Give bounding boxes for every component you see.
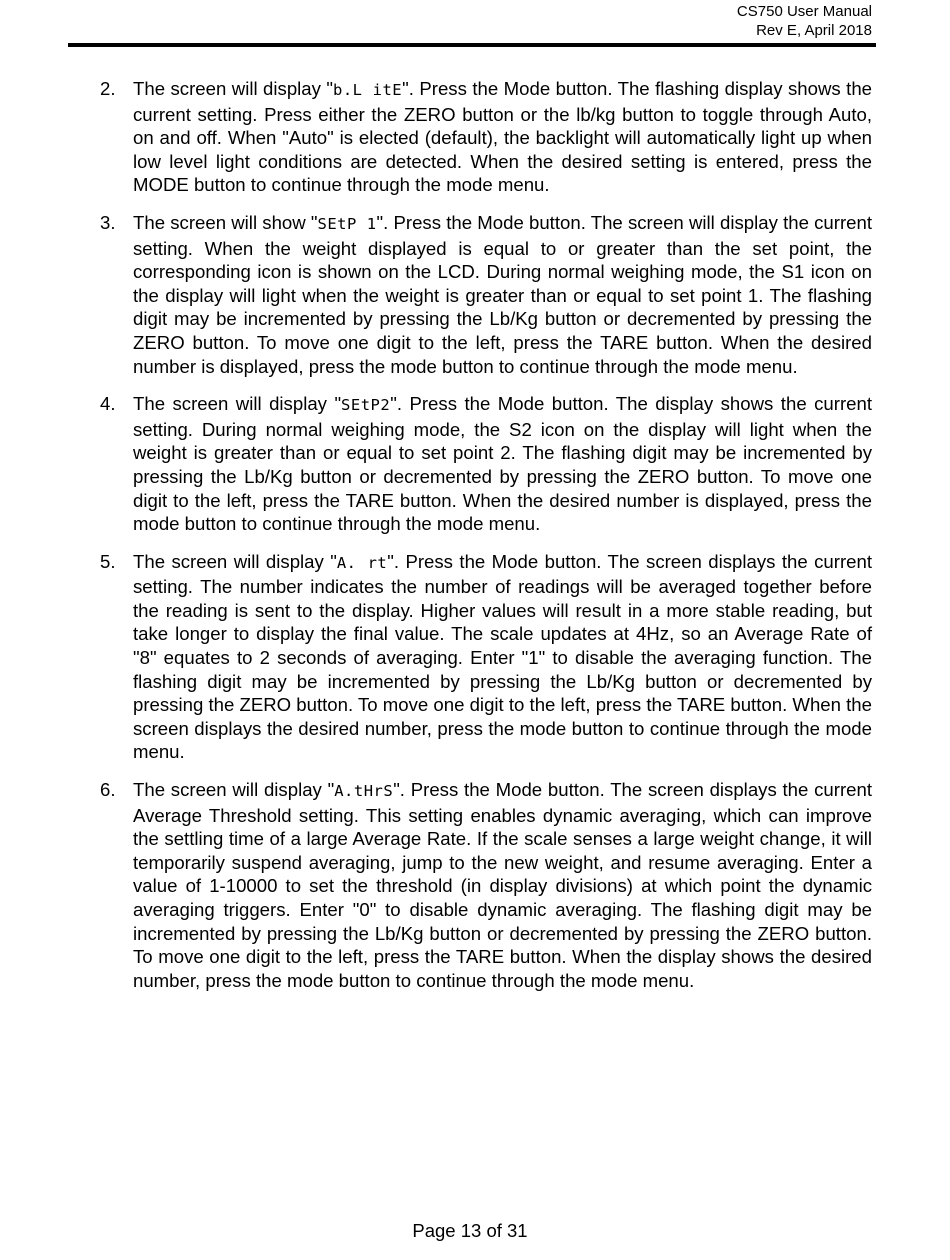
list-item-5: [100, 550, 872, 764]
lcd-code: A. rt: [336, 553, 388, 572]
item-text-lead: The screen will show ": [133, 211, 318, 233]
item-text-lead: The screen will display ": [133, 779, 335, 801]
lcd-code: b.L itE: [333, 81, 403, 99]
manual-title: CS750 User Manual: [736, 3, 872, 20]
page-header: [737, 2, 872, 40]
instruction-list: [100, 77, 872, 1006]
item-text-body: ". Press the Mode button. The flashing display shows the current setting. Press either the ZERO button or the lb/kg button to toggle through Auto, on and off. When "Auto" is elected (default), the backlight will automatically light up when low level light conditions are detected. When the desired setting is entered, press the MODE button to continue through the mode menu.: [133, 78, 873, 196]
item-number: 2.: [100, 78, 116, 99]
list-item-4: [100, 392, 872, 536]
item-number: 4.: [100, 393, 116, 415]
item-number: 5.: [100, 550, 116, 572]
item-text-lead: The screen will display ": [133, 550, 337, 572]
item-text-body: ". Press the Mode button. The screen displays the current Average Threshold setting. This setting enables dynamic averaging, which can improve the settling time of a large Average Rate. If the scale senses a large weight change, it will temporarily suspend averaging, jump to the new weight, and resume averaging. Enter a value of 1-10000 to set the threshold (in display divisions) at which point the dynamic averaging triggers. Enter "0" to disable dynamic averaging. The flashing digit may be incremented by pressing the Lb/Kg button or decremented by pressing the ZERO button. To move one digit to the left, press the TARE button. When the display shows the desired number, press the mode button to continue through the mode menu.: [133, 779, 872, 991]
item-text-body: ". Press the Mode button. The screen will display the current setting. When the weight displayed is equal to or greater than the set point, the corresponding icon is shown on the LCD. During normal weighing mode, the S1 icon on the display will light when the weight is greater than or equal to set point 1. The flashing digit may be incremented by pressing the Lb/Kg button or decremented by pressing the ZERO button. To move one digit to the left, press the TARE button. When the desired number is displayed, press the mode button to continue through the mode menu.: [133, 211, 872, 377]
item-text-body: ". Press the Mode button. The screen displays the current setting. The number indicates the number of readings will be averaged together before the reading is sent to the display. Higher values will result in a more stable reading, but take longer to display the final value. The scale updates at 4Hz, so an Average Rate of "8" equates to 2 seconds of averaging. Enter "1" to disable the averaging function. The flashing digit may be incremented by pressing the Lb/Kg button or decremented by pressing the ZERO button. To move one digit to the left, press the TARE button. When the screen displays the desired number, press the mode button to continue through the mode menu.: [133, 550, 872, 763]
lcd-code: SEtP2: [341, 396, 391, 415]
list-item-2: [100, 77, 872, 197]
item-text-lead: The screen will display ": [133, 78, 333, 99]
manual-revision: Rev E, April 2018: [756, 22, 872, 39]
lcd-code: SEtP 1: [317, 214, 377, 233]
list-item-6: [100, 778, 872, 992]
item-number: 6.: [100, 779, 116, 801]
page-number: Page 13 of 31: [412, 1220, 528, 1241]
item-text-body: ". Press the Mode button. The display shows the current setting. During normal weighing mode, the S2 icon on the display will light when the weight is greater than or equal to set point 2. The flashing digit may be incremented by pressing the Lb/Kg button or decremented by pressing the ZERO button. To move one digit to the left, press the TARE button. When the desired number is displayed, press the mode button to continue through the mode menu.: [133, 393, 873, 535]
item-number: 3.: [100, 211, 116, 233]
header-divider: [68, 43, 876, 47]
list-item-3: [100, 211, 872, 378]
item-text-lead: The screen will display ": [133, 393, 342, 415]
lcd-code: A.tHrS: [334, 782, 394, 801]
